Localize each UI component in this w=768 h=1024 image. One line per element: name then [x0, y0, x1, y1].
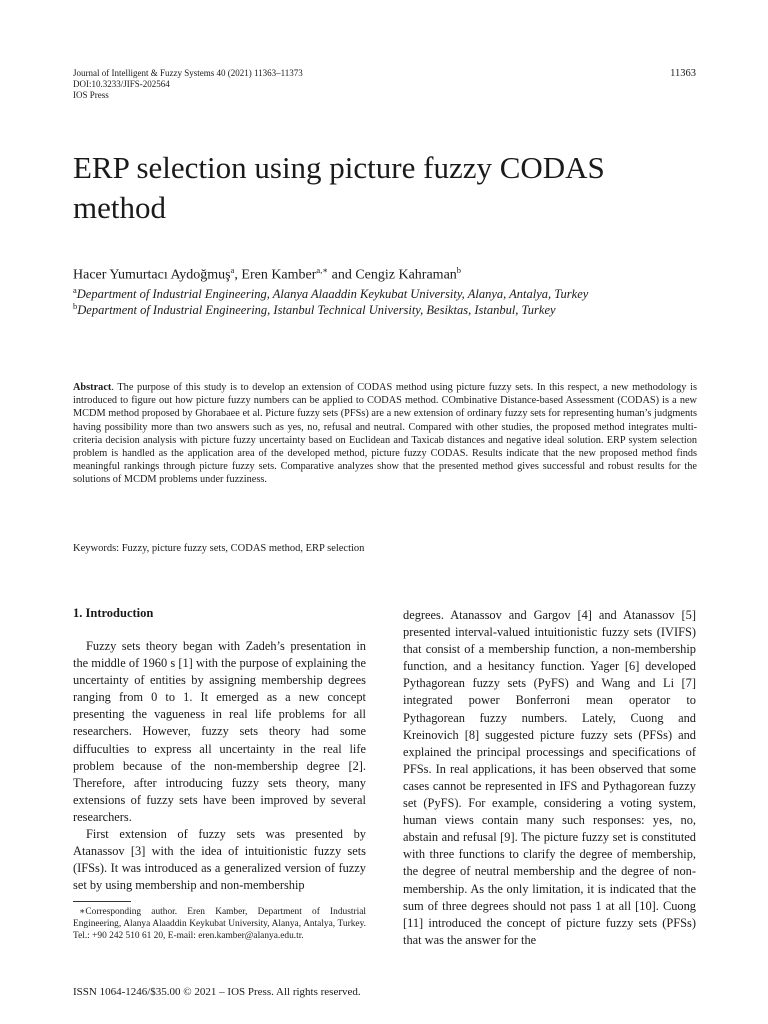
- paper-title: [73, 148, 703, 228]
- page-number: 11363: [670, 68, 696, 79]
- author-name: Hacer Yumurtacı Aydoğmuş: [73, 267, 231, 283]
- affiliation-marker: b: [456, 265, 462, 275]
- affiliation-text: Department of Industrial Engineering, Istanbul Technical University, Besiktas, Istanbul, Turkey: [77, 303, 556, 318]
- affiliation-text: Department of Industrial Engineering, Alanya Alaaddin Keykubat University, Alanya, Antalya, Turkey: [76, 287, 589, 302]
- publisher-name: IOS Press: [73, 90, 109, 100]
- right-column: [403, 607, 696, 949]
- title-line-1: ERP selection using picture fuzzy CODAS: [73, 150, 605, 185]
- footnote: ∗Corresponding author. Eren Kamber, Department of Industrial Engineering, Alanya Alaaddin Keykubat University, Alanya, Antalya, Turkey. Tel.: +90 242 510 61 20, E-mail: eren.kamber@alanya.edu.tr.: [73, 907, 366, 942]
- title-line-2: method: [73, 190, 166, 225]
- left-column: [73, 638, 366, 894]
- author-separator: and: [328, 267, 356, 283]
- doi[interactable]: DOI:10.3233/JIFS-202564: [73, 79, 170, 89]
- author-name: Cengiz Kahraman: [355, 267, 457, 283]
- section-heading: 1. Introduction: [73, 606, 154, 620]
- affiliation-marker: a,∗: [316, 265, 329, 275]
- abstract: [73, 381, 697, 487]
- author-separator: ,: [234, 267, 242, 283]
- copyright-line: ISSN 1064-1246/$35.00 © 2021 – IOS Press. All rights reserved.: [73, 986, 361, 998]
- abstract-text: . The purpose of this study is to develop an extension of CODAS method using picture fuzzy sets. In this respect, a new methodology is introduced to figure out how picture fuzzy numbers can be applied to CODAS method. COmbinative Distance-based Assessment (CODAS) is a new MCDM method proposed by Ghorabaee et al. Picture fuzzy sets (PFSs) are a new extension of ordinary fuzzy sets for representing human’s judgments having possibility more than two answers such as yes, no, refusal and neutral. Compared with other studies, the proposed method integrates multi-criteria decision analysis with picture fuzzy uncertainty based on Euclidean and Taxicab distances and negative ideal solution. ERP system selection problem is handled as the application area of the developed method, picture fuzzy CODAS. Results indicate that the new proposed method finds meaningful rankings through picture fuzzy sets. Comparative analyzes show that the presented method gives successful and robust results for the solutions of MCDM problems under fuzziness.: [73, 382, 697, 486]
- body-paragraph: First extension of fuzzy sets was presented by Atanassov [3] with the idea of intuitionistic fuzzy sets (IFSs). It was introduced as a generalized version of fuzzy set by using membership and non-membership: [73, 827, 366, 893]
- affiliation-marker: b: [73, 301, 78, 311]
- footnote-divider: [73, 901, 131, 902]
- running-header: [73, 68, 303, 101]
- body-paragraph: Fuzzy sets theory began with Zadeh’s presentation in the middle of 1960 s [1] with the purpose of explaining the uncertainty of entities by assigning membership degrees ranging from 0 to 1. It emerged as a new concept presenting the vagueness in real life problems for all researchers. However, fuzzy sets theory had some diffuculties to express all uncertainty in the real life problem because of the non-membership degree [2]. Therefore, after introducing fuzzy sets theory, many extensions of fuzzy sets have been improved by several researchers.: [73, 639, 366, 824]
- body-paragraph: degrees. Atanassov and Gargov [4] and Atanassov [5] presented interval-valued intuitionistic fuzzy sets (IVIFS) that consist of a membership function, a non-membership function, and a hesitancy function. Yager [6] developed Pythagorean fuzzy sets (PyFS) and Wang and Li [7] integrated power Bonferroni mean operator to Pythagorean fuzzy numbers. Lately, Cuong and Kreinovich [8] suggested picture fuzzy sets (PFSs) and explained the principal processings and specifications of PFSs. In real applications, it has been observed that some cases cannot be represented in IFS and Pythagorean fuzzy set (PyFS). For example, considering a voting system, human views contain many such responses: yes, no, abstain and refusal [9]. The picture fuzzy set is constituted with three functions to clarify the degree of membership, the degree of neutral membership and the degree of non-membership. As the only limitation, it is indicated that the sum of three degrees should not pass 1 at all [10]. Cuong [11] introduced the concept of picture fuzzy sets (PFSs) that was the answer for the: [403, 608, 696, 947]
- affiliation-b: [73, 301, 556, 318]
- journal-citation: Journal of Intelligent & Fuzzy Systems 40 (2021) 11363–11373: [73, 68, 303, 78]
- corresponding-author-name: Eren Kamber: [241, 267, 317, 283]
- affiliation-marker: a: [230, 265, 235, 275]
- author-list: [73, 265, 461, 284]
- abstract-label: Abstract: [73, 382, 112, 393]
- affiliation-marker: a: [73, 285, 77, 295]
- affiliation-a: [73, 285, 588, 302]
- keywords: Keywords: Fuzzy, picture fuzzy sets, CODAS method, ERP selection: [73, 543, 365, 554]
